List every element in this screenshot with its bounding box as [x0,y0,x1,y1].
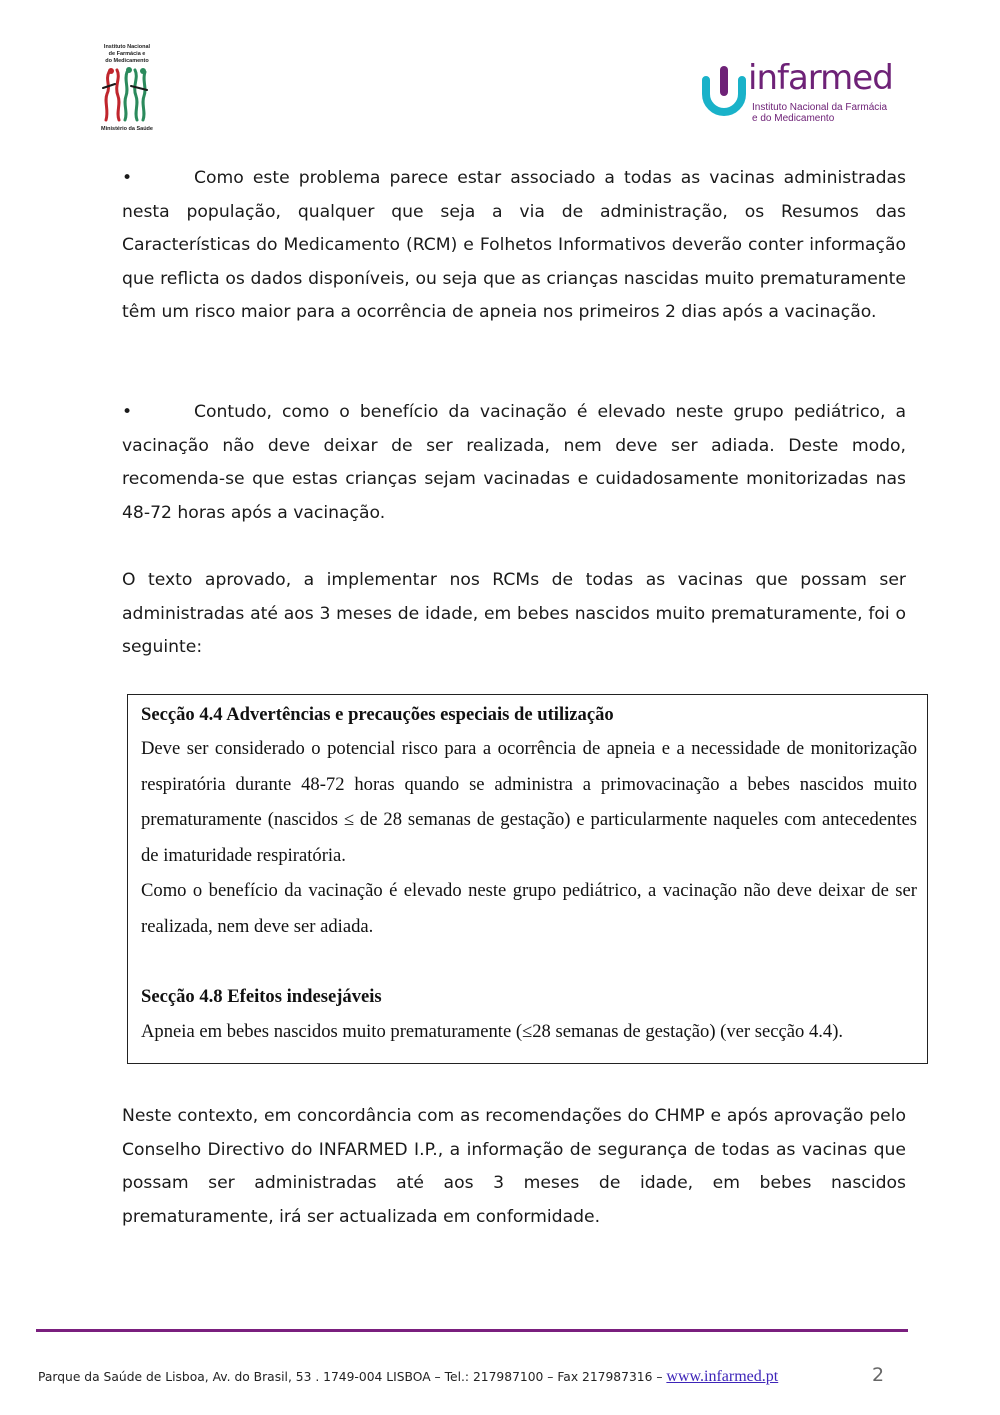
brand-subtitle [752,102,912,124]
bullet-marker: • [122,402,133,422]
conclusion-paragraph: Neste contexto, em concordância com as recomendações do CHMP e após aprovação pelo Conselho Directivo do INFARMED I.P., a informação de segurança de todas as vacinas que possam ser administradas até aos 3 meses de idade, em bebes nascidos prematuramente, irá ser actualizada em conformidade. [122,1106,906,1227]
bullet-marker: • [122,168,133,188]
ministry-logo-line-1: Instituto Nacional [103,44,151,50]
brand-subtitle-line-1: Instituto Nacional da Farmácia [752,102,888,113]
bullet-paragraph-2 [122,396,906,530]
bullet-text-1: Como este problema parece estar associado a todas as vacinas administradas nesta população, qualquer que seja a via de administração, os Resumos das Características do Medicamento (RCM) e Folhetos Informativos deverão conter informação que reflicta os dados disponíveis, ou seja que as crianças nascidas muito prematuramente têm um risco maior para a ocorrência de apneia nos primeiros 2 dias após a vacinação. [122,168,906,323]
bullet-paragraph-1 [122,162,906,330]
infarmed-u-icon [702,66,746,116]
page-number: 2 [872,1364,885,1386]
ministry-logo [95,44,159,136]
section-4-4-paragraph-2: Como o benefício da vacinação é elevado neste grupo pediátrico, a vacinação não deve deixar de ser realizada, nem deve ser adiada. [141,880,917,937]
footer-website-link[interactable]: www.infarmed.pt [666,1368,779,1385]
intro-paragraph: O texto aprovado, a implementar nos RCMs de todas as vacinas que possam ser administradas até aos 3 meses de idade, em bebes nascidos muito prematuramente, foi o seguinte: [122,570,906,658]
section-4-4-title: Secção 4.4 Advertências e precauções especiais de utilização [141,704,614,725]
infarmed-logo [702,58,902,128]
ministry-name: Ministério da Saúde [101,126,153,132]
section-4-8-title: Secção 4.8 Efeitos indesejáveis [141,986,382,1007]
brand-subtitle-line-2: e do Medicamento [752,113,835,124]
section-4-8-paragraph: Apneia em bebes nascidos muito prematuramente (≤28 semanas de gestação) (ver secção 4.4). [141,1021,844,1042]
footer-address [38,1368,778,1386]
rcm-text-box [127,694,928,1064]
footer-divider [36,1329,908,1332]
ministry-logo-line-2: de Farmácia e [108,51,146,57]
section-4-4-paragraph-1: Deve ser considerado o potencial risco para a ocorrência de apneia e a necessidade de monitorização respiratória durante 48-72 horas quando se administra a primovacinação a bebes nascidos muito prematuramente (nascidos ≤ de 28 semanas de gestação) e particularmente naqueles com antecedentes de imaturidade respiratória. [141,738,917,866]
ministry-logo-line-3: do Medicamento [105,58,149,64]
bullet-text-2: Contudo, como o benefício da vacinação é elevado neste grupo pediátrico, a vacinação não deve deixar de ser realizada, nem deve ser adiada. Deste modo, recomenda-se que estas crianças sejam vacinadas e cuidadosamente monitorizadas nas 48-72 horas após a vacinação. [122,402,906,523]
footer-address-text: Parque da Saúde de Lisboa, Av. do Brasil, 53 . 1749-004 LISBOA – Tel.: 217987100 – Fax 217987316 – [38,1370,667,1384]
figures-emblem-icon [95,66,159,124]
brand-name: infarmed [748,58,893,98]
